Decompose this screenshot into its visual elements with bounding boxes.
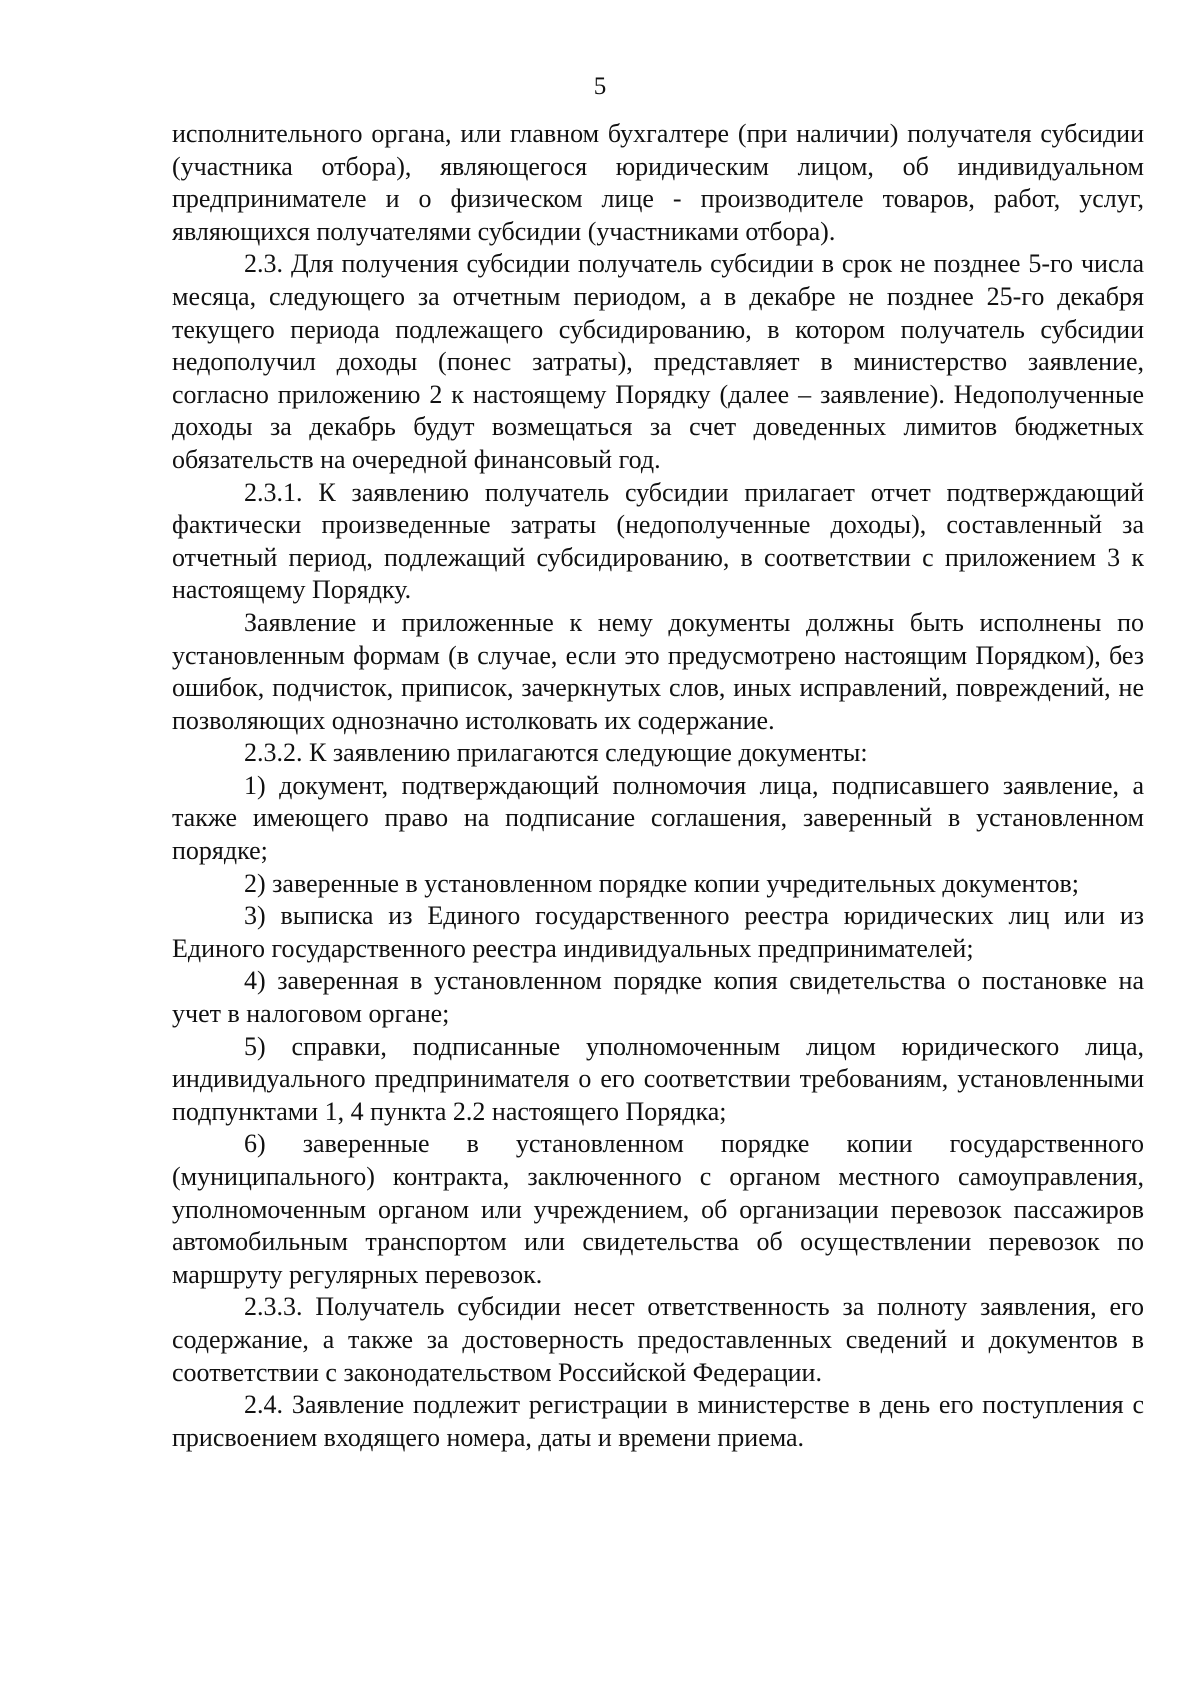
list-item-6: 6) заверенные в установленном порядке копии государственного (муниципального) контракта, заключенного с органом местного самоуправления, уполномоченным органом или учреждением, об организации перевозок пассажиров автомобильным транспортом или свидетельства об осуществлении перевозок по маршруту регулярных перевозок.	[172, 1129, 1144, 1289]
paragraph-2-3-1: 2.3.1. К заявлению получатель субсидии прилагает отчет подтверждающий фактически произведенные затраты (недополученные доходы), составленный за отчетный период, подлежащий субсидированию, в соответствии с приложением 3 к настоящему Порядку.	[172, 477, 1144, 605]
paragraph-2-4: 2.4. Заявление подлежит регистрации в министерстве в день его поступления с присвоением входящего номера, даты и времени приема.	[172, 1390, 1144, 1452]
list-item-2: 2) заверенные в установленном порядке копии учредительных документов;	[244, 868, 1079, 898]
document-body	[172, 118, 1144, 1454]
paragraph-2-3: 2.3. Для получения субсидии получатель субсидии в срок не позднее 5-го числа месяца, следующего за отчетным периодом, а в декабре не позднее 25-го декабря текущего периода подлежащего субсидированию, в котором получатель субсидии недополучил доходы (понес затраты), представляет в министерство заявление, согласно приложению 2 к настоящему Порядку (далее – заявление). Недополученные доходы за декабрь будут возмещаться за счет доведенных лимитов бюджетных обязательств на очередной финансовый год.	[172, 249, 1144, 474]
paragraph-requirements: Заявление и приложенные к нему документы должны быть исполнены по установленным формам (в случае, если это предусмотрено настоящим Порядком), без ошибок, подчисток, приписок, зачеркнутых слов, иных исправлений, повреждений, не позволяющих однозначно истолковать их содержание.	[172, 607, 1144, 735]
paragraph-2-3-2: 2.3.2. К заявлению прилагаются следующие документы:	[244, 738, 868, 768]
list-item-3: 3) выписка из Единого государственного реестра юридических лиц или из Единого государственного реестра индивидуальных предпринимателей;	[172, 901, 1144, 963]
list-item-5: 5) справки, подписанные уполномоченным лицом юридического лица, индивидуального предпринимателя о его соответствии требованиям, установленными подпунктами 1, 4 пункта 2.2 настоящего Порядка;	[172, 1031, 1144, 1126]
list-item-1: 1) документ, подтверждающий полномочия лица, подписавшего заявление, а также имеющего право на подписание соглашения, заверенный в установленном порядке;	[172, 770, 1144, 866]
page-number: 5	[593, 73, 607, 100]
paragraph-2-3-3: 2.3.3. Получатель субсидии несет ответственность за полноту заявления, его содержание, а также за достоверность предоставленных сведений и документов в соответствии с законодательством Российской Федерации.	[172, 1292, 1144, 1387]
paragraph-continuation: исполнительного органа, или главном бухгалтере (при наличии) получателя субсидии (участника отбора), являющегося юридическим лицом, об индивидуальном предпринимателе и о физическом лице - производителе товаров, работ, услуг, являющихся получателями субсидии (участниками отбора).	[172, 119, 1144, 246]
list-item-4: 4) заверенная в установленном порядке копия свидетельства о постановке на учет в налоговом органе;	[172, 966, 1144, 1029]
